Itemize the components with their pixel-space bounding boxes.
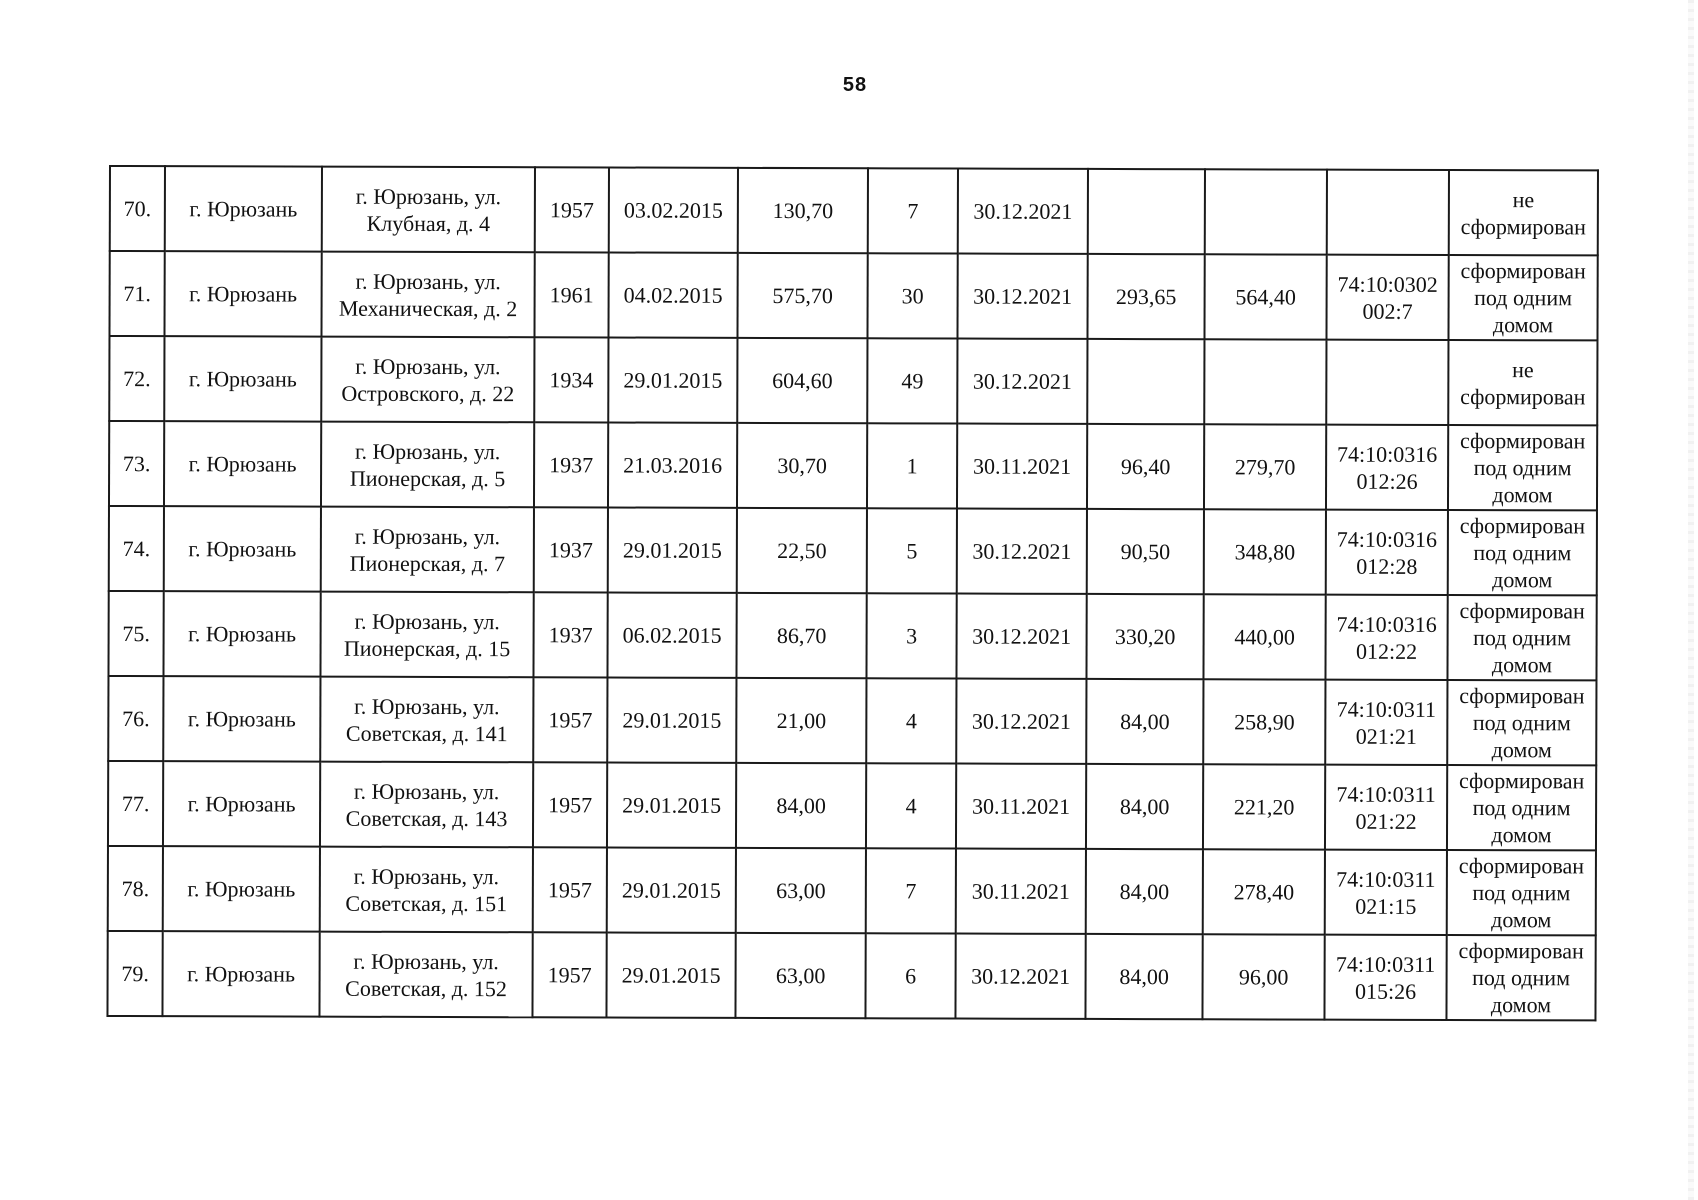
table-row	[108, 591, 1596, 680]
housing-table-container	[106, 165, 1597, 1021]
cell-build-year: 1937	[533, 592, 607, 677]
cell-residents: 3	[866, 593, 956, 678]
cell-city: г. Юрюзань	[165, 166, 322, 251]
cell-recognition-date: 04.02.2015	[608, 252, 737, 337]
cell-address: г. Юрюзань, ул. Островского, д. 22	[321, 337, 534, 423]
table-row	[108, 761, 1596, 850]
cell-plot-area	[1087, 339, 1204, 424]
scan-edge	[1688, 0, 1694, 1200]
cell-plot-status: сформирован под одним домом	[1448, 255, 1597, 340]
cell-total-area: 221,20	[1203, 764, 1325, 849]
cell-recognition-date: 29.01.2015	[608, 337, 737, 422]
cell-deadline: 30.12.2021	[957, 509, 1087, 594]
cell-residents: 7	[866, 848, 956, 933]
cell-plot-status: сформирован под одним домом	[1447, 850, 1596, 935]
cell-total-area: 440,00	[1203, 594, 1325, 679]
cell-plot-status: сформирован под одним домом	[1447, 595, 1596, 680]
cell-row-number: 75.	[108, 591, 163, 676]
cell-recognition-date: 29.01.2015	[607, 762, 736, 847]
cell-deadline: 30.12.2021	[957, 339, 1087, 424]
cell-plot-area: 84,00	[1086, 679, 1203, 764]
cell-deadline: 30.12.2021	[956, 679, 1086, 764]
cell-plot-area: 84,00	[1086, 849, 1203, 934]
cell-plot-area: 84,00	[1085, 934, 1202, 1019]
table-row	[108, 676, 1596, 765]
cell-total-area: 348,80	[1204, 509, 1326, 594]
cell-cadastral-number	[1326, 340, 1448, 425]
cell-city: г. Юрюзань	[164, 421, 321, 506]
cell-plot-area: 90,50	[1087, 509, 1204, 594]
table-row	[109, 336, 1597, 425]
cell-build-year: 1937	[534, 507, 608, 592]
table-row	[108, 846, 1596, 935]
cell-recognition-date: 29.01.2015	[607, 677, 736, 762]
cell-cadastral-number: 74:10:0316 012:26	[1326, 425, 1448, 510]
cell-total-area: 278,40	[1203, 849, 1325, 934]
table-row	[109, 251, 1597, 340]
cell-area: 21,00	[736, 678, 866, 763]
cell-row-number: 70.	[110, 166, 165, 251]
cell-area: 84,00	[736, 763, 866, 848]
cell-build-year: 1957	[533, 677, 607, 762]
cell-total-area: 564,40	[1204, 254, 1326, 339]
cell-residents: 5	[867, 508, 957, 593]
cell-build-year: 1934	[534, 337, 608, 422]
cell-city: г. Юрюзань	[163, 761, 320, 846]
cell-plot-area: 96,40	[1087, 424, 1204, 509]
cell-city: г. Юрюзань	[163, 591, 320, 676]
cell-cadastral-number: 74:10:0311 015:26	[1324, 935, 1446, 1020]
cell-build-year: 1957	[535, 167, 609, 252]
cell-address: г. Юрюзань, ул. Пионерская, д. 15	[320, 592, 533, 678]
cell-total-area	[1205, 169, 1327, 254]
cell-recognition-date: 21.03.2016	[608, 422, 737, 507]
cell-residents: 1	[867, 423, 957, 508]
cell-row-number: 76.	[108, 676, 163, 761]
cell-address: г. Юрюзань, ул. Пионерская, д. 7	[321, 507, 534, 593]
cell-cadastral-number: 74:10:0316 012:22	[1325, 595, 1447, 680]
table-body	[107, 166, 1598, 1020]
cell-plot-area: 293,65	[1087, 254, 1204, 339]
table-row	[109, 421, 1597, 510]
cell-row-number: 77.	[108, 761, 163, 846]
cell-city: г. Юрюзань	[164, 251, 321, 336]
cell-row-number: 71.	[109, 251, 164, 336]
cell-build-year: 1937	[534, 422, 608, 507]
cell-area: 575,70	[737, 253, 867, 338]
cell-row-number: 79.	[107, 931, 162, 1016]
cell-residents: 30	[867, 253, 957, 338]
cell-recognition-date: 06.02.2015	[607, 592, 736, 677]
cell-total-area	[1204, 339, 1326, 424]
cell-address: г. Юрюзань, ул. Советская, д. 152	[319, 932, 532, 1018]
cell-area: 604,60	[737, 338, 867, 423]
cell-recognition-date: 29.01.2015	[607, 847, 736, 932]
cell-build-year: 1957	[532, 932, 606, 1017]
cell-plot-status: не сформирован	[1448, 340, 1597, 425]
cell-residents: 7	[868, 168, 958, 253]
cell-area: 63,00	[735, 933, 865, 1018]
cell-deadline: 30.12.2021	[956, 594, 1086, 679]
table-row	[107, 931, 1595, 1020]
cell-city: г. Юрюзань	[163, 846, 320, 931]
cell-build-year: 1961	[534, 252, 608, 337]
cell-deadline: 30.11.2021	[956, 764, 1086, 849]
cell-cadastral-number: 74:10:0311 021:22	[1325, 765, 1447, 850]
cell-residents: 6	[865, 933, 955, 1018]
cell-plot-area	[1088, 169, 1205, 254]
cell-area: 63,00	[736, 848, 866, 933]
cell-recognition-date: 29.01.2015	[608, 507, 737, 592]
cell-deadline: 30.12.2021	[957, 254, 1087, 339]
cell-residents: 49	[867, 338, 957, 423]
cell-plot-area: 84,00	[1086, 764, 1203, 849]
cell-recognition-date: 29.01.2015	[606, 932, 735, 1017]
cell-area: 22,50	[737, 508, 867, 593]
cell-city: г. Юрюзань	[164, 506, 321, 591]
cell-cadastral-number: 74:10:0302 002:7	[1326, 255, 1448, 340]
cell-city: г. Юрюзань	[164, 336, 321, 421]
cell-address: г. Юрюзань, ул. Клубная, д. 4	[322, 167, 535, 253]
cell-residents: 4	[866, 763, 956, 848]
cell-plot-status: сформирован под одним домом	[1448, 425, 1597, 510]
cell-deadline: 30.12.2021	[958, 169, 1088, 254]
cell-city: г. Юрюзань	[162, 931, 319, 1016]
cell-address: г. Юрюзань, ул. Советская, д. 141	[320, 677, 533, 763]
cell-plot-status: сформирован под одним домом	[1446, 935, 1595, 1020]
cell-address: г. Юрюзань, ул. Советская, д. 143	[320, 762, 533, 848]
cell-deadline: 30.11.2021	[957, 424, 1087, 509]
cell-cadastral-number: 74:10:0316 012:28	[1326, 510, 1448, 595]
cell-total-area: 96,00	[1202, 934, 1324, 1019]
cell-plot-status: сформирован под одним домом	[1448, 510, 1597, 595]
cell-residents: 4	[866, 678, 956, 763]
housing-table	[106, 165, 1599, 1021]
cell-area: 86,70	[736, 593, 866, 678]
cell-area: 30,70	[737, 423, 867, 508]
cell-row-number: 72.	[109, 336, 164, 421]
cell-deadline: 30.11.2021	[956, 849, 1086, 934]
cell-recognition-date: 03.02.2015	[609, 167, 738, 252]
cell-cadastral-number: 74:10:0311 021:15	[1325, 850, 1447, 935]
cell-row-number: 78.	[108, 846, 163, 931]
cell-total-area: 258,90	[1203, 679, 1325, 764]
table-row	[109, 506, 1597, 595]
cell-address: г. Юрюзань, ул. Пионерская, д. 5	[321, 422, 534, 508]
cell-build-year: 1957	[533, 847, 607, 932]
cell-address: г. Юрюзань, ул. Советская, д. 151	[320, 847, 533, 933]
cell-plot-status: сформирован под одним домом	[1447, 680, 1596, 765]
cell-row-number: 73.	[109, 421, 164, 506]
cell-cadastral-number: 74:10:0311 021:21	[1325, 680, 1447, 765]
cell-city: г. Юрюзань	[163, 676, 320, 761]
cell-plot-area: 330,20	[1086, 594, 1203, 679]
cell-build-year: 1957	[533, 762, 607, 847]
cell-plot-status: сформирован под одним домом	[1447, 765, 1596, 850]
cell-total-area: 279,70	[1204, 424, 1326, 509]
page-number: 58	[842, 74, 868, 96]
cell-cadastral-number	[1327, 170, 1449, 255]
cell-row-number: 74.	[109, 506, 164, 591]
table-row	[110, 166, 1598, 255]
cell-deadline: 30.12.2021	[955, 934, 1085, 1019]
cell-plot-status: не сформирован	[1449, 170, 1598, 255]
cell-address: г. Юрюзань, ул. Механическая, д. 2	[321, 252, 534, 338]
cell-area: 130,70	[738, 168, 868, 253]
